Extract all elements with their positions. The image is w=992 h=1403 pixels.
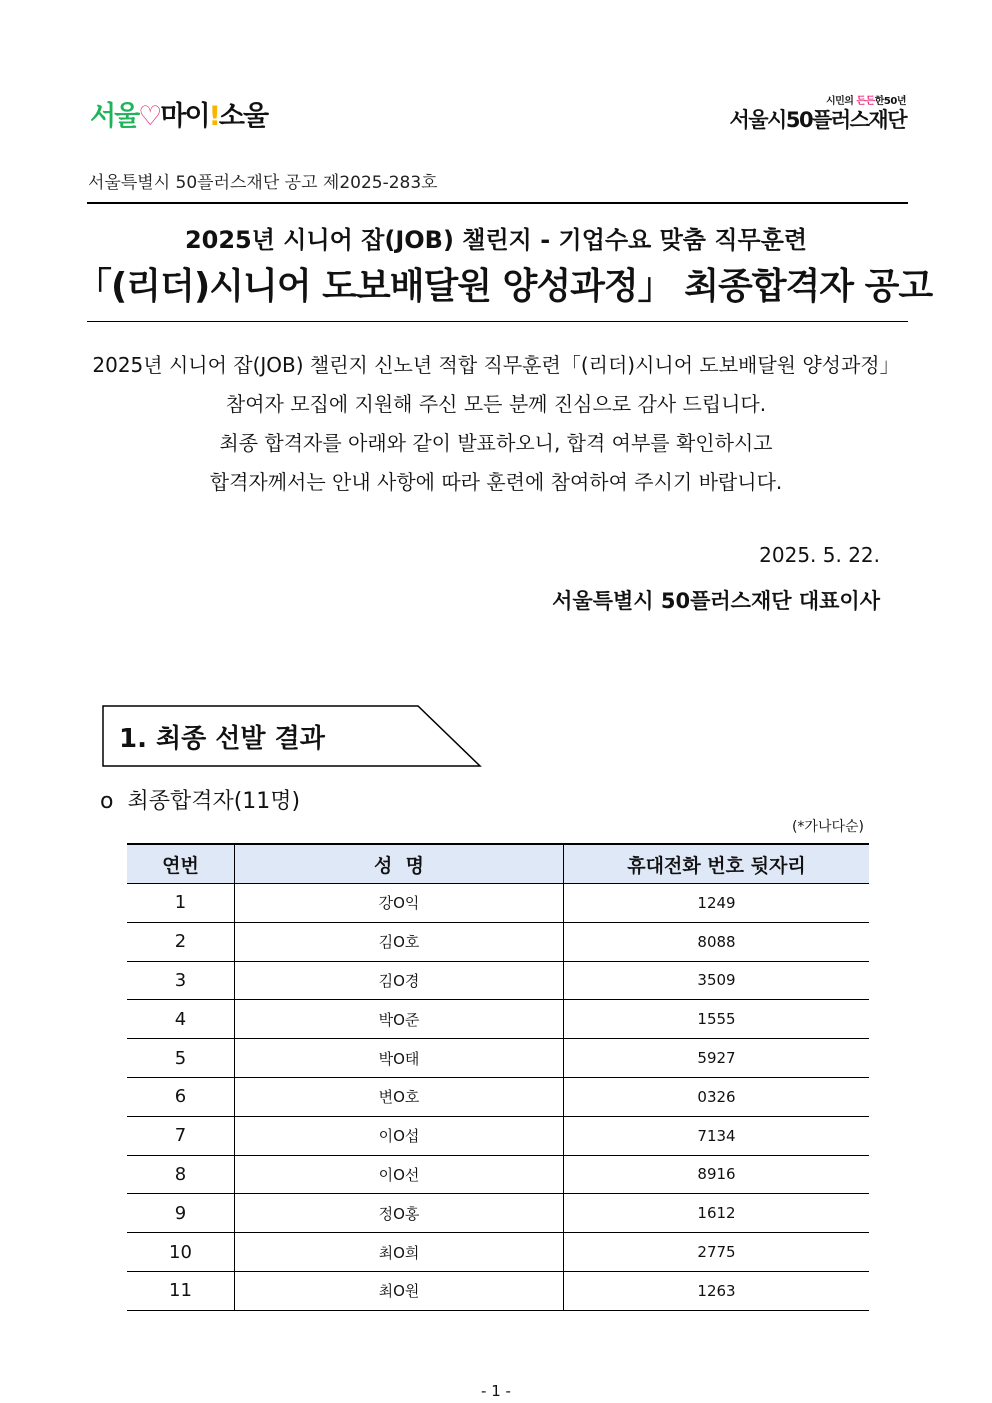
table-row	[127, 884, 869, 923]
intro-paragraph	[0, 346, 992, 502]
row-phone: 5927	[564, 1039, 870, 1078]
row-phone: 3509	[564, 961, 870, 1000]
logo-tag: 한50년	[874, 96, 906, 107]
seoul-50plus-logo	[729, 92, 906, 133]
table-row	[127, 1233, 869, 1272]
section-title: 1. 최종 선발 결과	[119, 724, 325, 754]
intro-line: 최종 합격자를 아래와 같이 발표하오니, 합격 여부를 확인하시고	[219, 431, 773, 455]
row-number: 3	[127, 961, 235, 1000]
table-row	[127, 922, 869, 961]
row-phone: 1249	[564, 884, 870, 923]
row-name: 이O선	[235, 1155, 564, 1194]
row-name: 김O호	[235, 922, 564, 961]
col-header-number: 연번	[127, 844, 235, 884]
row-number: 6	[127, 1077, 235, 1116]
row-name: 최O원	[235, 1271, 564, 1310]
logo-tag-highlight: 든든	[856, 96, 875, 107]
logo-name: 서울시50플러스재단	[729, 108, 906, 132]
row-phone: 8088	[564, 922, 870, 961]
row-number: 4	[127, 1000, 235, 1039]
row-name: 박O준	[235, 1000, 564, 1039]
table-row	[127, 1194, 869, 1233]
row-number: 10	[127, 1233, 235, 1272]
seoul-my-soul-logo	[90, 94, 267, 133]
row-name: 박O태	[235, 1039, 564, 1078]
notice-date: 2025. 5. 22.	[759, 543, 880, 567]
results-table	[127, 843, 869, 1311]
table-row	[127, 1116, 869, 1155]
col-header-name: 성 명	[235, 844, 564, 884]
section-subhead: o 최종합격자(11명)	[100, 789, 301, 814]
table-row	[127, 1155, 869, 1194]
logo-part: !	[208, 101, 219, 132]
row-phone: 7134	[564, 1116, 870, 1155]
row-phone: 2775	[564, 1233, 870, 1272]
intro-line: 2025년 시니어 잡(JOB) 챌린지 신노년 적합 직무훈련「(리더)시니어 도보배달원 양성과정」	[92, 353, 900, 377]
sort-note: (*가나다순)	[791, 819, 864, 835]
logo-tag: 시민의	[825, 96, 857, 107]
logo-part: 마이	[160, 101, 209, 132]
table-row	[127, 961, 869, 1000]
row-phone: 8916	[564, 1155, 870, 1194]
row-number: 7	[127, 1116, 235, 1155]
row-phone: 1555	[564, 1000, 870, 1039]
page-number: - 1 -	[481, 1382, 511, 1400]
row-name: 강O익	[235, 884, 564, 923]
row-name: 변O호	[235, 1077, 564, 1116]
col-header-phone: 휴대전화 번호 뒷자리	[564, 844, 870, 884]
table-row	[127, 1077, 869, 1116]
divider	[87, 321, 908, 322]
row-name: 김O경	[235, 961, 564, 1000]
notice-number: 서울특별시 50플러스재단 공고 제2025-283호	[88, 173, 438, 193]
table-row	[127, 1000, 869, 1039]
divider	[87, 202, 908, 204]
table-row	[127, 1039, 869, 1078]
row-number: 2	[127, 922, 235, 961]
logo-part: 서울	[90, 101, 139, 132]
table-row	[127, 1271, 869, 1310]
row-name: 이O섭	[235, 1116, 564, 1155]
title-line2: 「(리더)시니어 도보배달원 양성과정」 최종합격자 공고	[75, 266, 933, 307]
row-phone: 1612	[564, 1194, 870, 1233]
signer: 서울특별시 50플러스재단 대표이사	[552, 589, 880, 613]
heart-icon: ♡	[138, 101, 161, 132]
row-number: 5	[127, 1039, 235, 1078]
row-number: 11	[127, 1271, 235, 1310]
row-name: 최O희	[235, 1233, 564, 1272]
logo-part: 소울	[218, 101, 268, 132]
table-header-row	[127, 844, 869, 884]
row-phone: 1263	[564, 1271, 870, 1310]
title-line1: 2025년 시니어 잡(JOB) 챌린지 - 기업수요 맞춤 직무훈련	[184, 226, 808, 254]
row-phone: 0326	[564, 1077, 870, 1116]
row-number: 8	[127, 1155, 235, 1194]
row-name: 정O홍	[235, 1194, 564, 1233]
row-number: 9	[127, 1194, 235, 1233]
intro-line: 참여자 모집에 지원해 주신 모든 분께 진심으로 감사 드립니다.	[225, 392, 767, 416]
intro-line: 합격자께서는 안내 사항에 따라 훈련에 참여하여 주시기 바랍니다.	[209, 470, 783, 494]
row-number: 1	[127, 884, 235, 923]
